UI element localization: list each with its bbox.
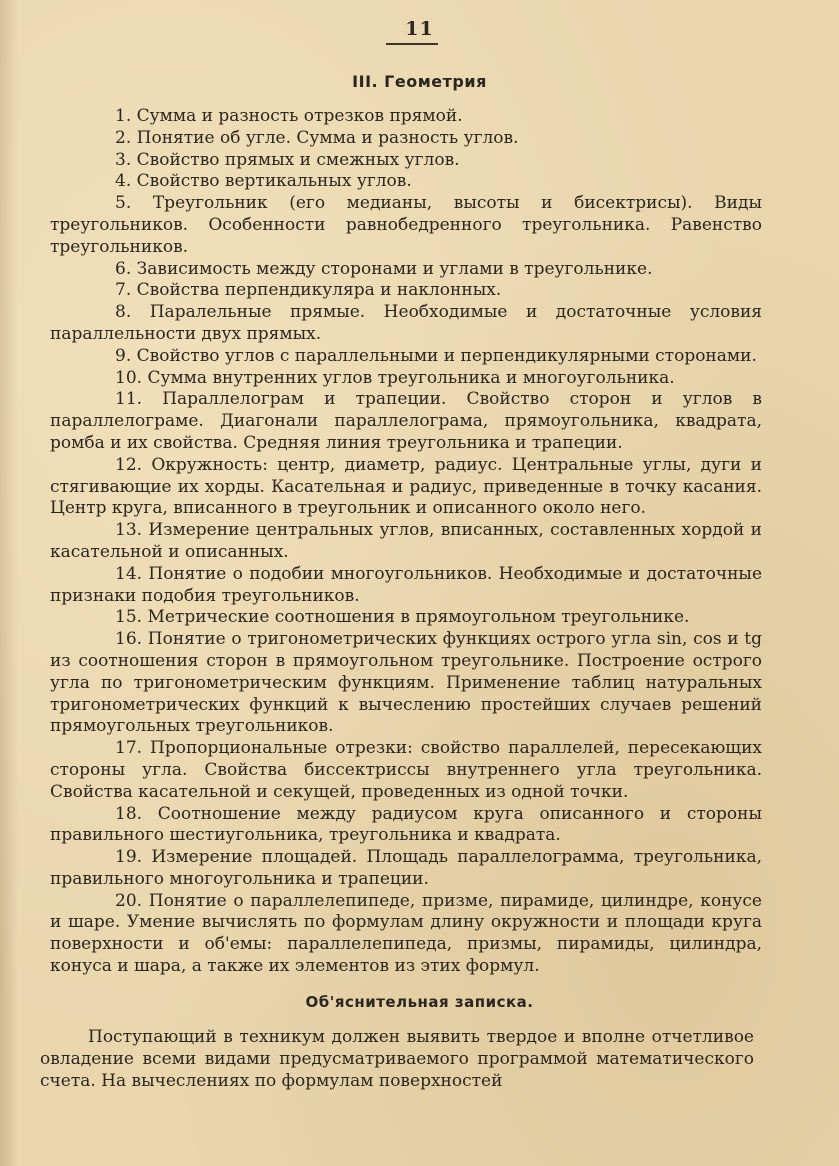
list-item: 20. Понятие о параллелепипеде, призме, пирамиде, цилиндре, конусе и шаре. Умение вычислять по формулам длину окружности и площади круга поверхности и об'емы: параллелепипеда, призмы, пирамиды, цилиндра, конуса и шара, а также их элементов из этих формул. bbox=[50, 890, 762, 977]
list-item: 16. Понятие о тригонометрических функциях острого угла sin, cos и tg из соотношения сторон в прямоугольном треугольнике. Построение острого угла по тригонометрическим функциям. Применение таблиц натуральных тригонометрических функций к вычеслению простейших случаев решений прямоугольных треугольников. bbox=[50, 629, 763, 737]
list-item: 2. Понятие об угле. Сумма и разность углов. bbox=[115, 127, 519, 148]
page-number: 11 bbox=[405, 18, 434, 40]
list-item: 15. Метрические соотношения в прямоугольном треугольнике. bbox=[115, 607, 690, 628]
page-number-underline bbox=[386, 43, 438, 45]
list-item: 10. Сумма внутренних углов треугольника и многоугольника. bbox=[115, 367, 675, 388]
list-item: 12. Окружность: центр, диаметр, радиус. Центральные углы, дуги и стягивающие их хорды. Касательная и радиус, приведенные в точку касания. Центр круга, вписанного в треугольник и описанного около него. bbox=[50, 454, 762, 519]
list-item: 5. Треугольник (его медианы, высоты и бисектрисы). Виды треугольников. Особенности равнобедренного треугольника. Равенство треугольников. bbox=[50, 193, 762, 257]
note-title: Об'яснительная записка. bbox=[305, 993, 534, 1011]
list-item: 13. Измерение центральных углов, вписанных, составленных хордой и касательной и описанных. bbox=[50, 520, 762, 562]
section-title: III. Геометрия bbox=[352, 72, 487, 91]
list-item: 19. Измерение площадей. Площадь параллелограмма, треугольника, правильного многоугольника и трапеции. bbox=[50, 847, 762, 889]
list-item: 8. Паралельные прямые. Необходимые и достаточные условия параллельности двух прямых. bbox=[50, 302, 763, 344]
list-item: 4. Свойство вертикальных углов. bbox=[115, 171, 412, 192]
list-item: 1. Сумма и разность отрезков прямой. bbox=[115, 106, 463, 126]
list-item: 14. Понятие о подобии многоугольников. Необходимые и достаточные признаки подобия треугольников. bbox=[50, 563, 763, 606]
list-item: 7. Свойства перпендикуляра и наклонных. bbox=[115, 280, 502, 301]
topics-list bbox=[50, 106, 762, 978]
list-item: 17. Пропорциональные отрезки: свойство параллелей, пересекающих стороны угла. Свойства биссектриссы внутреннего угла треугольника. Свойства касательной и секущей, проведенных из одной точки. bbox=[50, 738, 762, 802]
list-item: 3. Свойство прямых и смежных углов. bbox=[115, 149, 460, 170]
list-item: 11. Параллелограм и трапеции. Свойство сторон и углов в параллелограме. Диагонали параллелограма, прямоугольника, квадрата, ромба и их свойства. Средняя линия треугольника и трапеции. bbox=[50, 389, 762, 453]
list-item: 6. Зависимость между сторонами и углами в треугольнике. bbox=[115, 258, 653, 279]
note-paragraph: Поступающий в техникум должен выявить твердое и вполне отчетливое овладение всеми видами предусматриваемого программой математического счета. На вычеслениях по формулам поверхностей bbox=[40, 1027, 754, 1091]
list-item: 18. Соотношение между радиусом круга описанного и стороны правильного шестиугольника, треугольника и квадрата. bbox=[50, 803, 762, 846]
list-item: 9. Свойство углов с параллельными и перпендикулярными сторонами. bbox=[115, 345, 757, 366]
